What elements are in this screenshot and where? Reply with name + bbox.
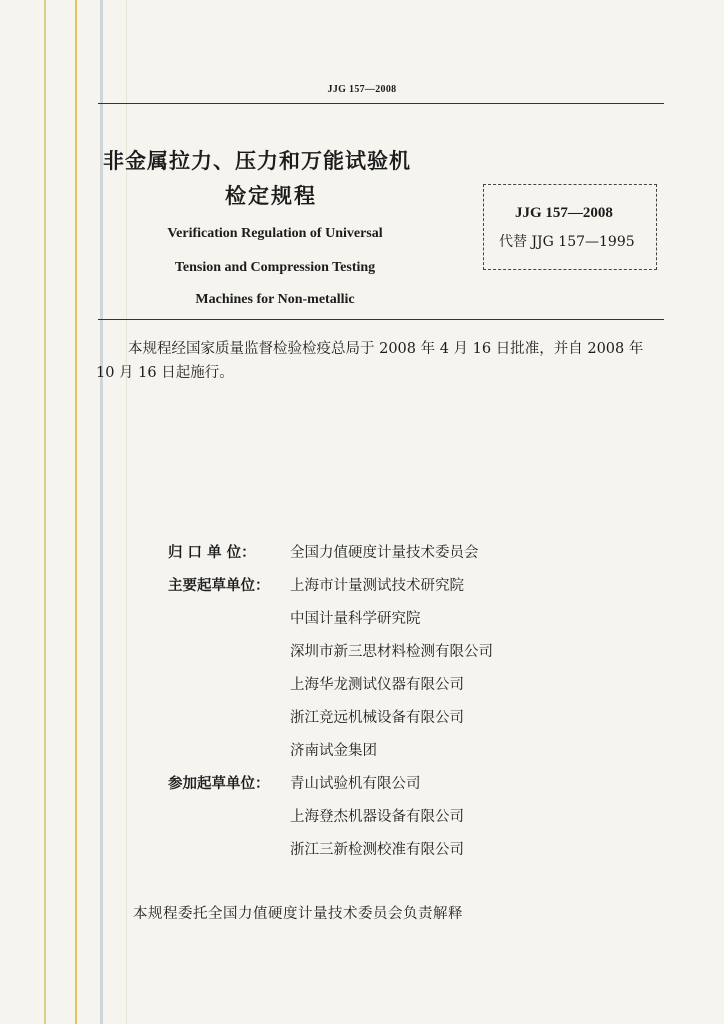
participating-drafting-unit: 上海登杰机器设备有限公司 [290,809,464,825]
header-code: JJG 157—2008 [327,84,397,95]
binding-line [75,0,77,1024]
approval-statement: 本规程经国家质量监督检验检疫总局于 2008 年 4 月 16 日批准，并自 2008 年 10 月 16 日起施行。 [96,341,644,381]
main-drafting-unit: 济南试金集团 [290,743,377,759]
header-rule [98,103,664,104]
participating-drafting-label: 参加起草单位： [168,775,270,792]
title-english-line3: Machines for Non-metallic [195,292,355,307]
main-drafting-unit: 浙江竞远机械设备有限公司 [290,710,464,726]
title-english-line1: Verification Regulation of Universal [167,226,383,241]
binding-line [44,0,46,1024]
replaces-code: 代替 JJG 157—1995 [499,234,635,250]
responsible-unit-value: 全国力值硬度计量技术委员会 [290,545,479,561]
participating-drafting-unit: 青山试验机有限公司 [290,776,421,792]
main-drafting-unit: 上海市计量测试技术研究院 [290,578,464,594]
participating-drafting-unit: 浙江三新检测校准有限公司 [290,842,464,858]
title-chinese-line2: 检定规程 [225,183,317,208]
interpretation-note: 本规程委托全国力值硬度计量技术委员会负责解释 [133,906,463,922]
responsible-unit-label: 归 口 单 位： [168,544,256,561]
main-drafting-unit: 上海华龙测试仪器有限公司 [290,677,464,693]
regulation-code-box [483,184,657,270]
main-drafting-unit: 中国计量科学研究院 [290,611,421,627]
section-rule [98,319,664,320]
regulation-code: JJG 157—2008 [515,205,613,221]
main-drafting-label: 主要起草单位： [168,577,270,594]
title-chinese-line1: 非金属拉力、压力和万能试验机 [103,148,411,173]
title-english-line2: Tension and Compression Testing [174,260,376,275]
main-drafting-unit: 深圳市新三思材料检测有限公司 [290,644,493,660]
